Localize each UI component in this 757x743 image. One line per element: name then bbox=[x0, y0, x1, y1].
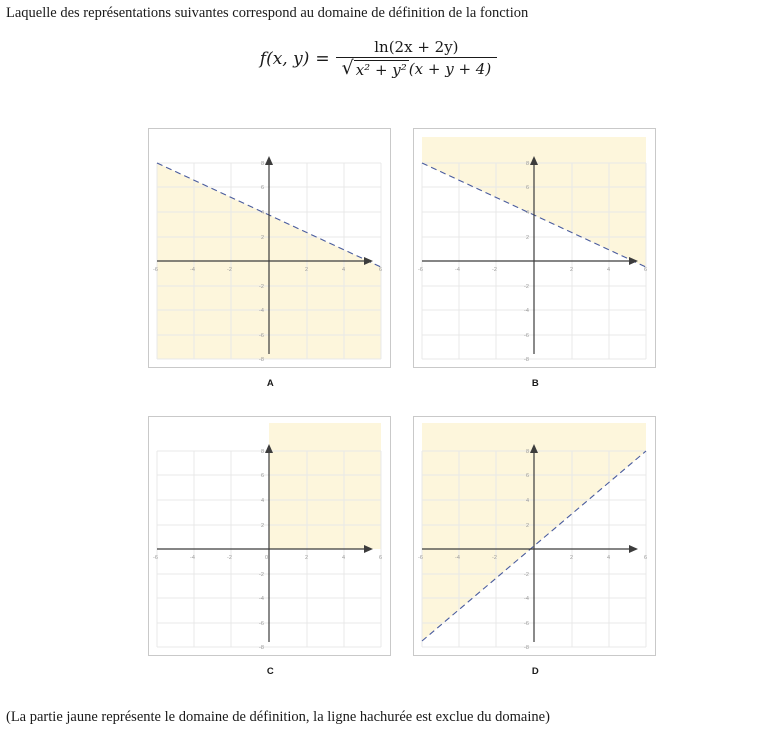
svg-text:-4: -4 bbox=[524, 308, 529, 314]
svg-text:-6: -6 bbox=[418, 555, 423, 561]
svg-text:4: 4 bbox=[261, 498, 265, 504]
svg-text:-4: -4 bbox=[190, 267, 195, 273]
option-b[interactable] bbox=[413, 128, 658, 389]
plot-b[interactable] bbox=[413, 128, 656, 368]
svg-text:-2: -2 bbox=[227, 267, 232, 273]
footnote-text: (La partie jaune représente le domaine de définition, la ligne hachurée est exclue du domaine) bbox=[6, 709, 550, 725]
svg-text:-2: -2 bbox=[492, 555, 497, 561]
plot-a-svg bbox=[149, 129, 390, 367]
svg-text:8: 8 bbox=[261, 161, 265, 167]
option-c[interactable] bbox=[148, 416, 393, 677]
formula-lhs: f(x, y) bbox=[259, 48, 310, 69]
plot-d[interactable] bbox=[413, 416, 656, 656]
plot-b-svg bbox=[414, 129, 655, 367]
svg-text:-2: -2 bbox=[259, 284, 264, 290]
svg-text:4: 4 bbox=[607, 267, 611, 273]
function-formula bbox=[0, 38, 757, 79]
svg-text:0: 0 bbox=[265, 555, 269, 561]
svg-text:-6: -6 bbox=[153, 555, 158, 561]
svg-text:4: 4 bbox=[607, 555, 611, 561]
plot-a[interactable] bbox=[148, 128, 391, 368]
option-a-label: A bbox=[266, 378, 275, 389]
svg-text:6: 6 bbox=[644, 555, 648, 561]
svg-text:-6: -6 bbox=[524, 333, 529, 339]
formula-fraction bbox=[336, 38, 498, 79]
svg-text:-8: -8 bbox=[259, 645, 264, 651]
svg-text:2: 2 bbox=[526, 523, 530, 529]
sqrt-icon: √ bbox=[341, 57, 354, 79]
question-text: Laquelle des représentations suivantes correspond au domaine de définition de la fonction bbox=[6, 5, 529, 21]
formula-factor: (x + y + 4) bbox=[408, 60, 492, 78]
options-row-2 bbox=[0, 416, 757, 694]
svg-text:6: 6 bbox=[526, 185, 530, 191]
svg-text:6: 6 bbox=[526, 473, 530, 479]
svg-text:-4: -4 bbox=[259, 308, 264, 314]
svg-text:-4: -4 bbox=[455, 555, 460, 561]
svg-text:6: 6 bbox=[261, 185, 265, 191]
plot-d-svg bbox=[414, 417, 655, 655]
options-row-1 bbox=[0, 128, 757, 406]
svg-text:2: 2 bbox=[261, 235, 265, 241]
formula-radicand: x² + y² bbox=[355, 61, 407, 79]
svg-text:-2: -2 bbox=[259, 572, 264, 578]
answer-options bbox=[0, 128, 757, 694]
option-b-label: B bbox=[531, 378, 540, 389]
svg-text:8: 8 bbox=[526, 449, 530, 455]
svg-text:6: 6 bbox=[644, 267, 648, 273]
svg-text:-6: -6 bbox=[524, 621, 529, 627]
svg-text:-6: -6 bbox=[418, 267, 423, 273]
svg-text:2: 2 bbox=[305, 267, 309, 273]
option-a[interactable] bbox=[148, 128, 393, 389]
svg-text:2: 2 bbox=[526, 235, 530, 241]
svg-text:-8: -8 bbox=[524, 645, 529, 651]
svg-text:4: 4 bbox=[526, 498, 530, 504]
option-d[interactable] bbox=[413, 416, 658, 677]
svg-text:-2: -2 bbox=[492, 267, 497, 273]
plot-c-svg bbox=[149, 417, 390, 655]
svg-text:6: 6 bbox=[379, 267, 383, 273]
svg-text:-8: -8 bbox=[259, 357, 264, 363]
svg-text:2: 2 bbox=[570, 267, 574, 273]
option-d-label: D bbox=[531, 666, 540, 677]
svg-text:4: 4 bbox=[261, 210, 265, 216]
plot-c[interactable] bbox=[148, 416, 391, 656]
svg-text:2: 2 bbox=[305, 555, 309, 561]
svg-text:6: 6 bbox=[261, 473, 265, 479]
svg-text:-6: -6 bbox=[153, 267, 158, 273]
svg-text:2: 2 bbox=[261, 523, 265, 529]
svg-text:4: 4 bbox=[342, 555, 346, 561]
svg-text:-8: -8 bbox=[524, 357, 529, 363]
formula-denominator bbox=[336, 58, 498, 79]
y-axis-arrow-a bbox=[265, 156, 273, 165]
svg-text:-6: -6 bbox=[259, 333, 264, 339]
svg-text:6: 6 bbox=[379, 555, 383, 561]
svg-text:-4: -4 bbox=[524, 596, 529, 602]
svg-text:-2: -2 bbox=[524, 284, 529, 290]
svg-text:8: 8 bbox=[526, 161, 530, 167]
svg-text:2: 2 bbox=[570, 555, 574, 561]
svg-text:-4: -4 bbox=[190, 555, 195, 561]
svg-text:-4: -4 bbox=[259, 596, 264, 602]
svg-text:4: 4 bbox=[342, 267, 346, 273]
svg-text:4: 4 bbox=[526, 210, 530, 216]
svg-text:-2: -2 bbox=[227, 555, 232, 561]
svg-text:-6: -6 bbox=[259, 621, 264, 627]
option-c-label: C bbox=[266, 666, 275, 677]
svg-text:8: 8 bbox=[261, 449, 265, 455]
formula-numerator: ln(2x + 2y) bbox=[374, 38, 459, 56]
formula-equals: = bbox=[315, 48, 330, 69]
x-axis-arrow-d bbox=[629, 545, 638, 553]
svg-text:-4: -4 bbox=[455, 267, 460, 273]
svg-text:-2: -2 bbox=[524, 572, 529, 578]
shaded-region-c bbox=[269, 423, 381, 549]
